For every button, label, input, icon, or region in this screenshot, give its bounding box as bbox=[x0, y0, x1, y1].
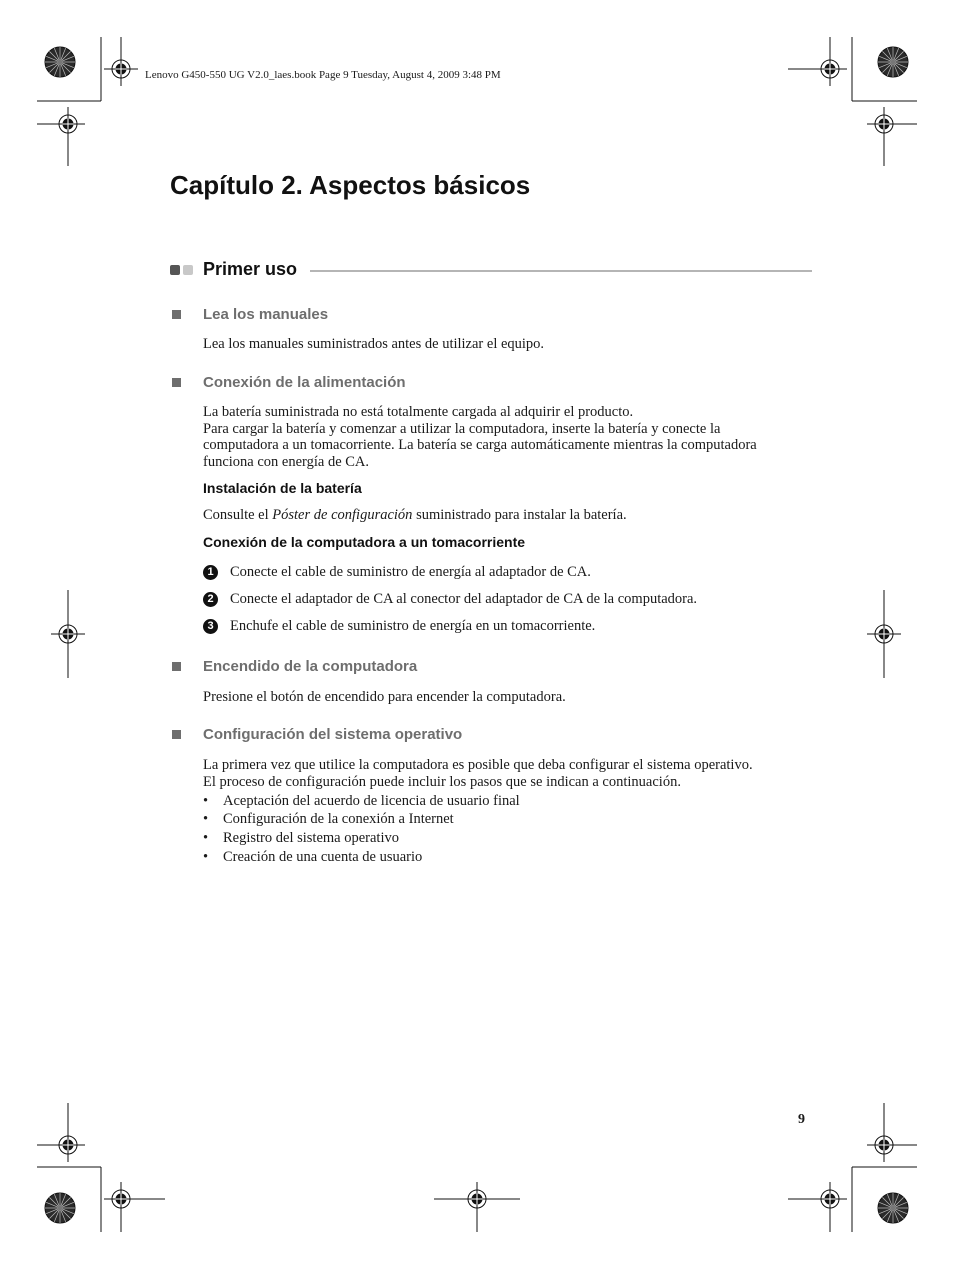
bullet-dot: • bbox=[203, 793, 209, 809]
paragraph-line: Presione el botón de encendido para encender la computadora. bbox=[203, 689, 566, 705]
page-number: 9 bbox=[798, 1112, 805, 1127]
subheading-power bbox=[170, 374, 810, 394]
step-number-icon: 2 bbox=[203, 592, 218, 607]
paragraph-line: computadora a un tomacorriente. La batería se carga automáticamente mientras la computadora bbox=[203, 437, 757, 453]
paragraph-line: La batería suministrada no está totalmente cargada al adquirir el producto. bbox=[203, 404, 634, 420]
section-rule bbox=[310, 270, 812, 272]
subheading-label: Configuración del sistema operativo bbox=[203, 726, 463, 743]
subheading-label: Lea los manuales bbox=[203, 306, 329, 323]
paragraph-line bbox=[203, 507, 813, 524]
section-title: Primer uso bbox=[203, 259, 298, 279]
section-heading bbox=[170, 259, 812, 283]
battery-install-text bbox=[203, 507, 813, 524]
chapter-title: Capítulo 2. Aspectos básicos bbox=[170, 170, 531, 200]
list-item-text: Registro del sistema operativo bbox=[223, 830, 399, 846]
step-text: Conecte el adaptador de CA al conector del adaptador de CA de la computadora. bbox=[230, 591, 698, 607]
text-run: Consulte el bbox=[203, 507, 273, 523]
bullet-dot: • bbox=[203, 849, 209, 865]
subheading-os-setup bbox=[170, 726, 810, 746]
bullet-dot: • bbox=[203, 811, 209, 827]
list-item-text: Configuración de la conexión a Internet bbox=[223, 811, 454, 827]
book-info-header: Lenovo G450-550 UG V2.0_laes.book Page 9 Tuesday, August 4, 2009 3:48 PM bbox=[145, 69, 501, 81]
text-run: suministrado para instalar la batería. bbox=[412, 507, 627, 523]
step-number-icon: 3 bbox=[203, 619, 218, 634]
paragraph-line: Lea los manuales suministrados antes de utilizar el equipo. bbox=[203, 336, 545, 352]
subheading-read-manuals bbox=[170, 306, 810, 326]
battery-install-heading: Instalación de la batería bbox=[203, 480, 362, 496]
step-number-icon: 1 bbox=[203, 565, 218, 580]
square-bullet-icon bbox=[172, 730, 181, 739]
section-marker-light bbox=[183, 265, 193, 275]
read-manuals-text bbox=[203, 336, 813, 353]
subheading-power-on bbox=[170, 658, 810, 678]
subheading-label: Encendido de la computadora bbox=[203, 658, 418, 675]
paragraph-line: Para cargar la batería y comenzar a utilizar la computadora, inserte la batería y conecte la bbox=[203, 420, 721, 437]
bullet-dot: • bbox=[203, 830, 209, 846]
step-text: Enchufe el cable de suministro de energía en un tomacorriente. bbox=[230, 618, 596, 634]
subheading-label: Conexión de la alimentación bbox=[203, 374, 406, 391]
paragraph-line: funciona con energía de CA. bbox=[203, 453, 370, 470]
square-bullet-icon bbox=[172, 378, 181, 387]
square-bullet-icon bbox=[172, 662, 181, 671]
os-setup-paragraph bbox=[203, 757, 813, 790]
list-item-text: Aceptación del acuerdo de licencia de usuario final bbox=[223, 793, 520, 809]
section-marker-dark bbox=[170, 265, 180, 275]
paragraph-line: El proceso de configuración puede incluir los pasos que se indican a continuación. bbox=[203, 773, 681, 790]
power-on-text bbox=[203, 689, 813, 706]
list-item-text: Creación de una cuenta de usuario bbox=[223, 849, 423, 865]
step-text: Conecte el cable de suministro de energía al adaptador de CA. bbox=[230, 564, 591, 580]
paragraph-line: La primera vez que utilice la computadora es posible que deba configurar el sistema operativo. bbox=[203, 757, 753, 773]
power-paragraph bbox=[203, 404, 813, 470]
outlet-heading: Conexión de la computadora a un tomacorriente bbox=[203, 534, 526, 550]
setup-poster-reference: Póster de configuración bbox=[272, 507, 413, 523]
square-bullet-icon bbox=[172, 310, 181, 319]
